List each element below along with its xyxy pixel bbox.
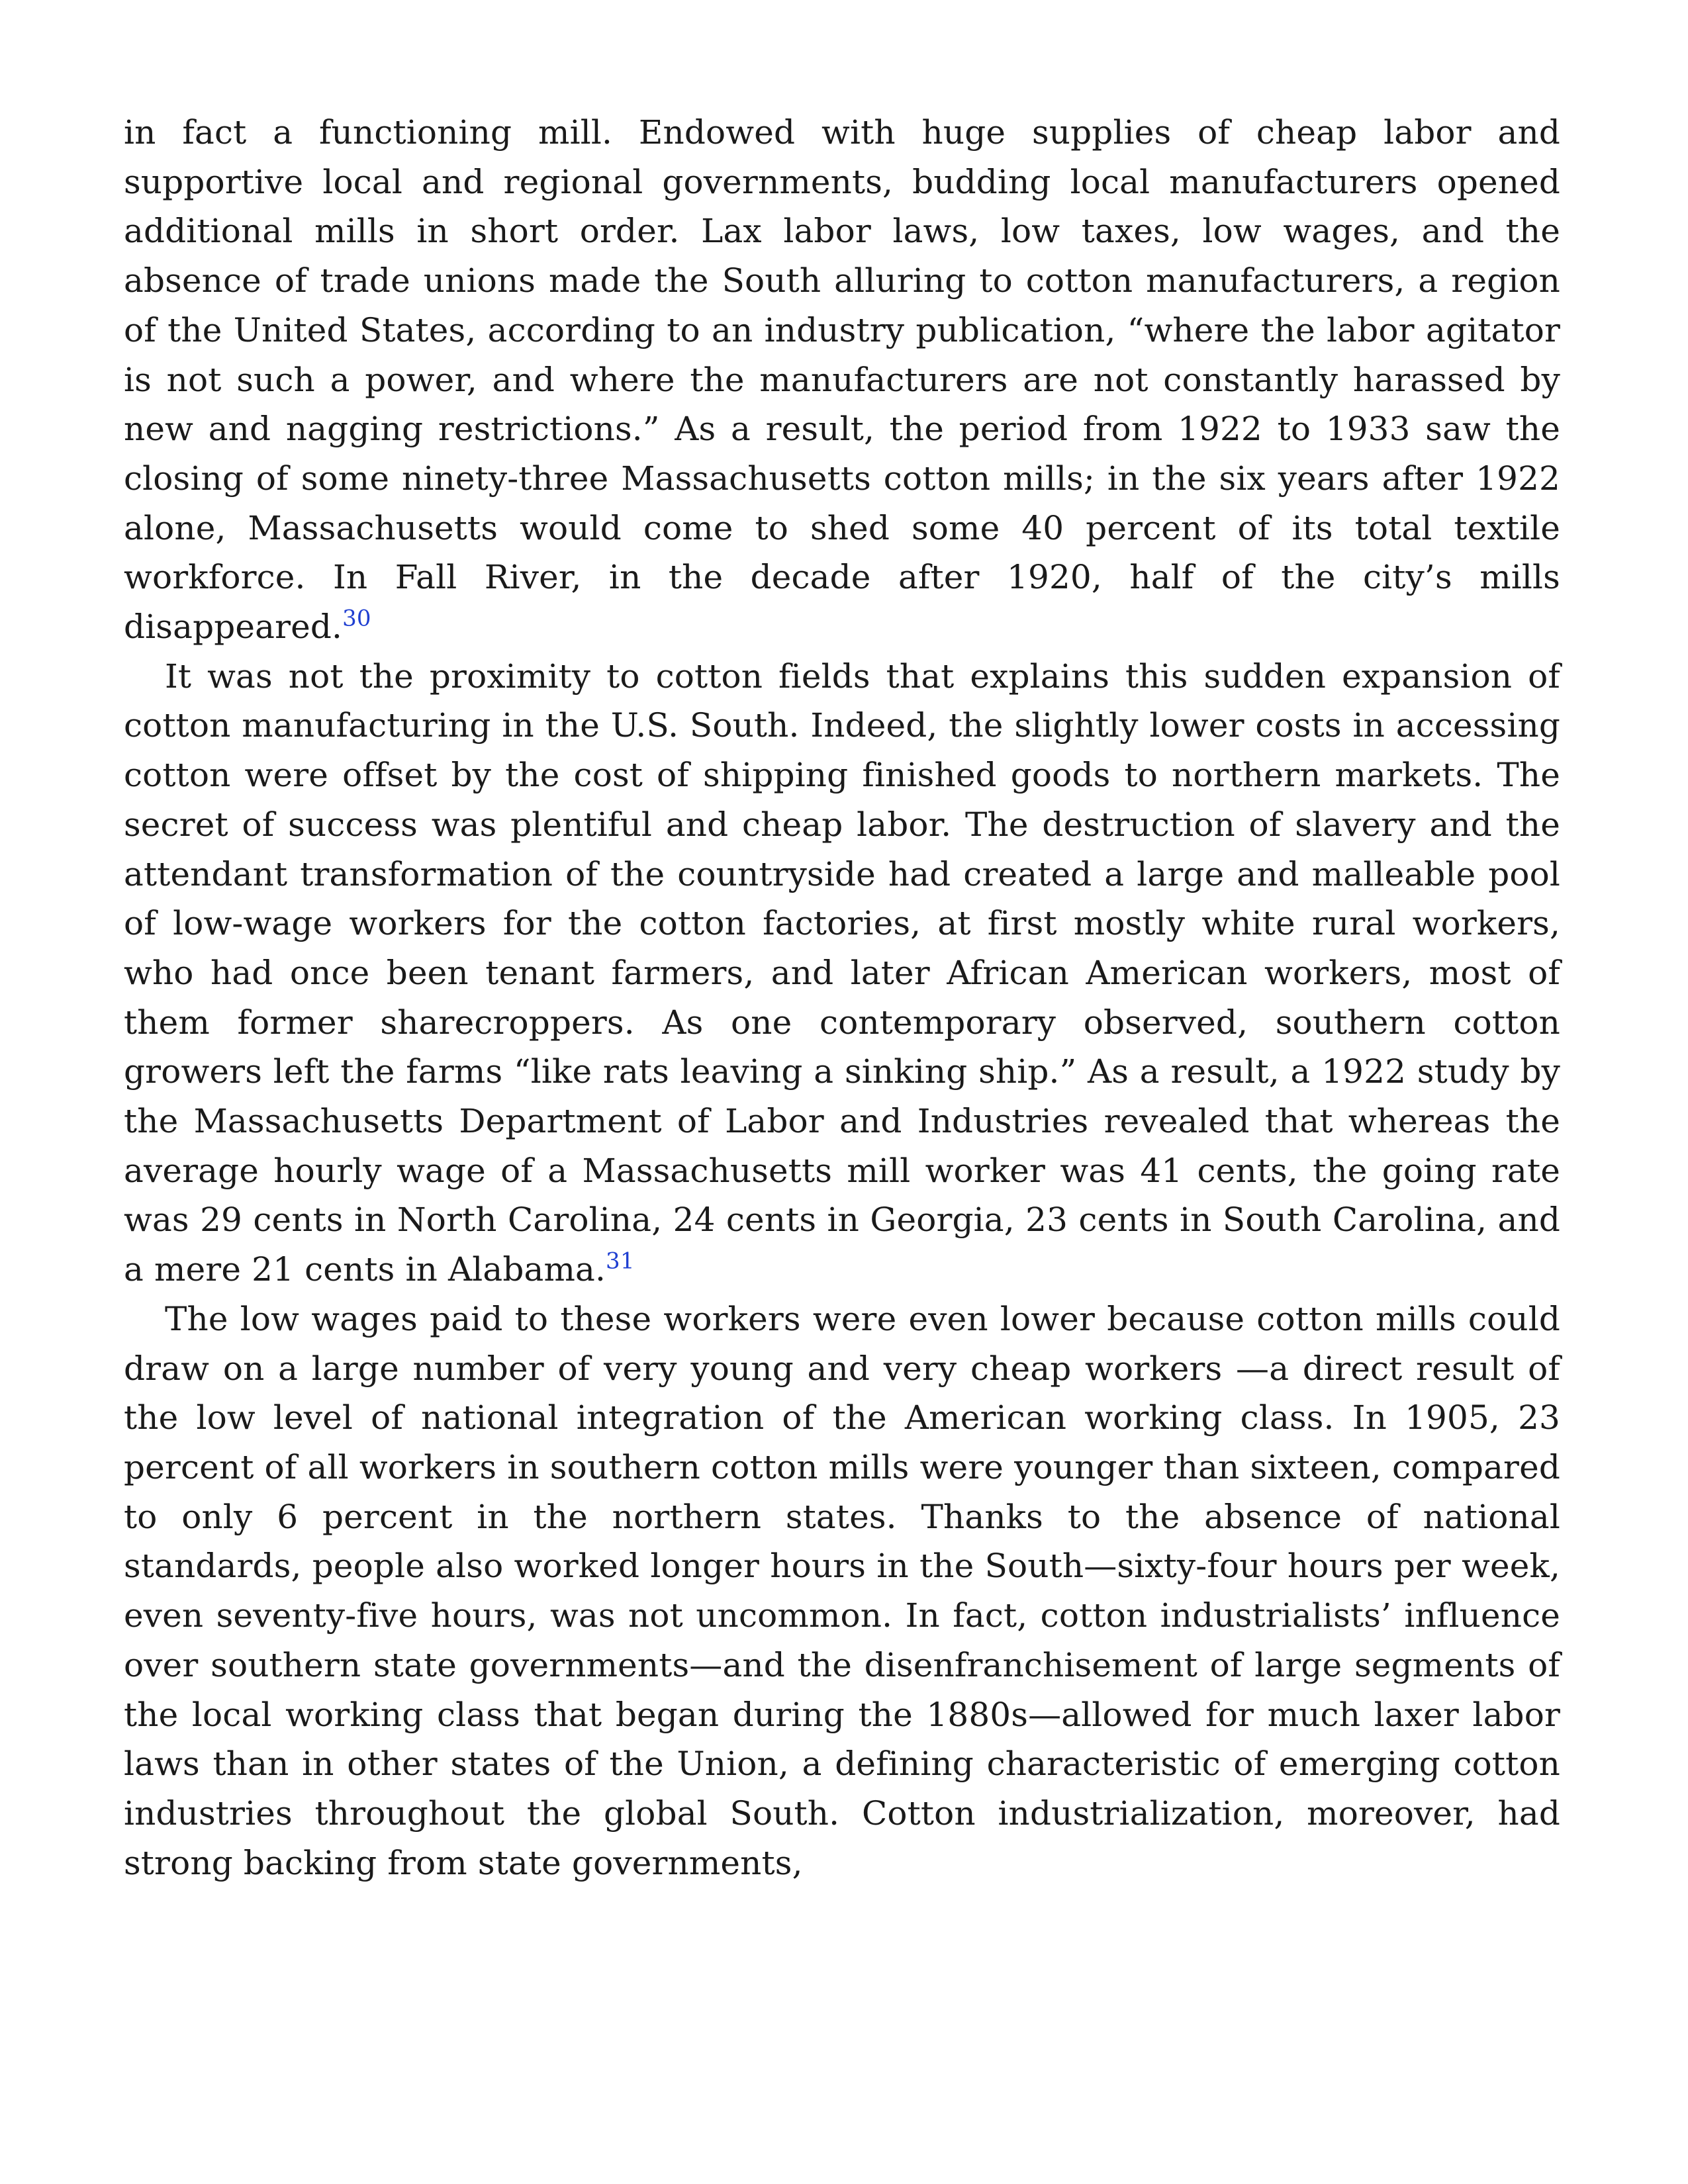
paragraph-1 bbox=[124, 108, 1560, 652]
book-page bbox=[124, 108, 1560, 1888]
footnote-link-31[interactable]: 31 bbox=[606, 1248, 635, 1275]
paragraph-2 bbox=[124, 652, 1560, 1295]
paragraph-3-text: The low wages paid to these workers were even lower because cotton mills could draw on a large number of very young and very cheap workers —a direct result of the low level of national integration of the American working class. In 1905, 23 percent of all workers in southern cotton mills were younger than sixteen, compared to only 6 percent in the northern states. Thanks to the absence of national standards, people also worked longer hours in the South—sixty-four hours per week, even seventy-five hours, was not uncommon. In fact, cotton industrialists’ influence over southern state governments—and the disenfranchisement of large segments of the local working class that began during the 1880s—allowed for much laxer labor laws than in other states of the Union, a defining characteristic of emerging cotton industries throughout the global South. Cotton industrialization, moreover, had strong backing from state governments, bbox=[124, 1299, 1560, 1882]
paragraph-3 bbox=[124, 1295, 1560, 1888]
paragraph-2-text: It was not the proximity to cotton fields that explains this sudden expansion of cotton manufacturing in the U.S. South. Indeed, the slightly lower costs in accessing cotton were offset by the cost of shipping finished goods to northern markets. The secret of success was plentiful and cheap labor. The destruction of slavery and the attendant transformation of the countryside had created a large and malleable pool of low-wage workers for the cotton factories, at first mostly white rural workers, who had once been tenant farmers, and later African American workers, most of them former sharecroppers. As one contemporary observed, southern cotton growers left the farms “like rats leaving a sinking ship.” As a result, a 1922 study by the Massachusetts Department of Labor and Industries revealed that whereas the average hourly wage of a Massachusetts mill worker was 41 cents, the going rate was 29 cents in North Carolina, 24 cents in Georgia, 23 cents in South Carolina, and a mere 21 cents in Alabama. bbox=[124, 657, 1560, 1289]
paragraph-1-text: in fact a functioning mill. Endowed with huge supplies of cheap labor and supportive local and regional governments, budding local manufacturers opened additional mills in short order. Lax labor laws, low taxes, low wages, and the absence of trade unions made the South alluring to cotton manufacturers, a region of the United States, according to an industry publication, “where the labor agitator is not such a power, and where the manufacturers are not constantly harassed by new and nagging restrictions.” As a result, the period from 1922 to 1933 saw the closing of some ninety-three Massachusetts cotton mills; in the six years after 1922 alone, Massachusetts would come to shed some 40 percent of its total textile workforce. In Fall River, in the decade after 1920, half of the city’s mills disappeared. bbox=[124, 113, 1560, 647]
footnote-link-30[interactable]: 30 bbox=[342, 605, 371, 632]
